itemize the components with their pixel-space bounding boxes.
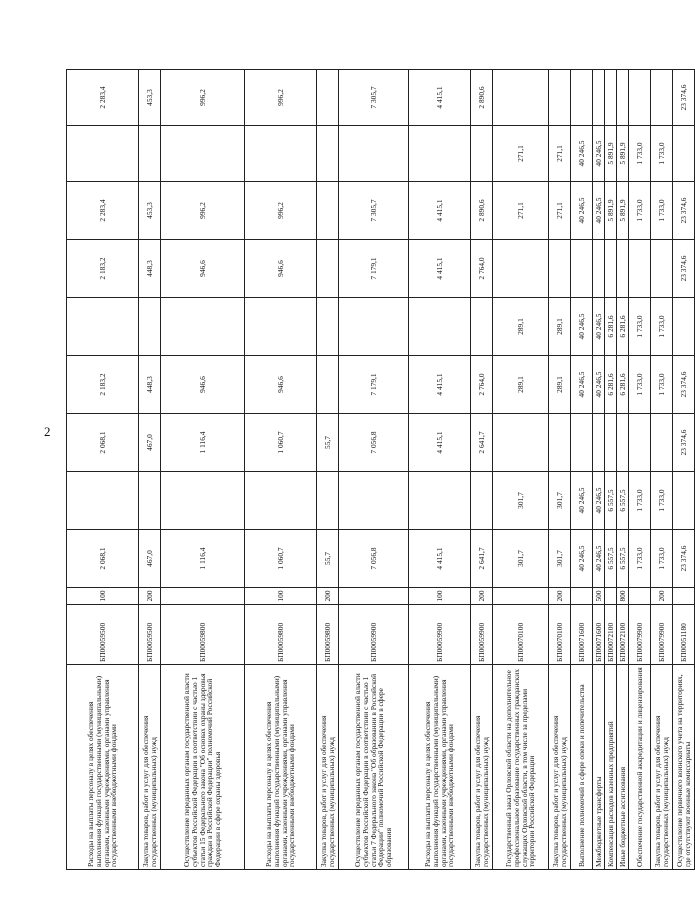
row-value-cell	[245, 298, 317, 356]
row-value-cell: 1 733,0	[651, 472, 673, 530]
row-value-cell	[549, 70, 571, 126]
row-code-cell: БП00071600	[593, 605, 605, 665]
row-value-cell: 301,7	[493, 530, 549, 588]
row-value-cell: 2 890,6	[471, 70, 493, 126]
row-value-cell: 7 179,1	[339, 356, 409, 414]
row-value-cell: 1 733,0	[651, 530, 673, 588]
row-value-cell: 23 374,6	[673, 530, 695, 588]
row-vr-cell	[571, 588, 593, 605]
row-vr-cell: 200	[317, 588, 339, 605]
row-name-cell: Расходы на выплаты персоналу в целях обеспечения выполнения функций государственными (муниципальными) органами, казенными учреждениями, органами управления государственными внебюджетными фондами	[245, 665, 317, 870]
table-row	[617, 70, 629, 870]
row-value-cell: 7 305,7	[339, 182, 409, 240]
row-value-cell: 23 374,6	[673, 240, 695, 298]
row-value-cell: 1 733,0	[629, 356, 651, 414]
row-name-cell: Закупка товаров, работ и услуг для обеспечения государственных (муниципальных) нужд	[549, 665, 571, 870]
row-code-cell: БП00072100	[605, 605, 617, 665]
row-value-cell: 40 246,5	[593, 356, 605, 414]
row-value-cell	[571, 70, 593, 126]
row-name-cell: Иные бюджетные ассигнования	[617, 665, 629, 870]
row-value-cell	[673, 298, 695, 356]
row-value-cell	[571, 414, 593, 472]
row-value-cell	[629, 70, 651, 126]
row-value-cell: 55,7	[317, 530, 339, 588]
row-value-cell: 4 415,1	[409, 240, 471, 298]
row-name-cell: Государственный заказ Орловской области на дополнительное профессиональное образование государственных гражданских служащих Орловской области, в том числе за пределами территории Российской Федерации	[493, 665, 549, 870]
row-value-cell	[617, 414, 629, 472]
row-value-cell: 4 415,1	[409, 530, 471, 588]
row-value-cell	[605, 70, 617, 126]
row-value-cell	[409, 126, 471, 182]
row-vr-cell: 100	[245, 588, 317, 605]
row-value-cell: 271,1	[493, 182, 549, 240]
row-value-cell: 2 283,4	[67, 70, 139, 126]
row-code-cell: БП00071600	[571, 605, 593, 665]
row-value-cell	[571, 240, 593, 298]
row-value-cell: 1 733,0	[629, 126, 651, 182]
row-value-cell: 6 557,5	[605, 472, 617, 530]
row-value-cell: 2 183,2	[67, 240, 139, 298]
row-value-cell	[605, 240, 617, 298]
row-value-cell	[317, 356, 339, 414]
row-value-cell: 2 641,7	[471, 414, 493, 472]
row-value-cell	[67, 472, 139, 530]
row-value-cell: 55,7	[317, 414, 339, 472]
row-code-cell: БП00059900	[471, 605, 493, 665]
row-value-cell	[139, 126, 161, 182]
row-value-cell: 1 733,0	[629, 472, 651, 530]
row-value-cell: 301,7	[549, 472, 571, 530]
row-name-cell: Расходы на выплаты персоналу в целях обеспечения выполнения функций государственными (муниципальными) органами, казенными учреждениями, органами управления государственными внебюджетными фондами	[67, 665, 139, 870]
row-value-cell: 1 116,4	[161, 414, 245, 472]
row-value-cell	[317, 472, 339, 530]
row-value-cell: 2 764,0	[471, 240, 493, 298]
row-code-cell: БП00059900	[339, 605, 409, 665]
table-row	[245, 70, 317, 870]
row-value-cell	[317, 182, 339, 240]
row-value-cell: 40 246,5	[571, 298, 593, 356]
row-value-cell: 40 246,5	[571, 530, 593, 588]
row-name-cell: Закупка товаров, работ и услуг для обеспечения государственных (муниципальных) нужд	[317, 665, 339, 870]
row-value-cell: 1 733,0	[629, 298, 651, 356]
row-value-cell: 40 246,5	[593, 182, 605, 240]
table-row	[571, 70, 593, 870]
row-vr-cell: 200	[651, 588, 673, 605]
table-row	[67, 70, 139, 870]
row-value-cell: 7 179,1	[339, 240, 409, 298]
page-number: 2	[44, 424, 51, 439]
budget-table	[66, 69, 695, 870]
row-value-cell	[651, 240, 673, 298]
table-row	[139, 70, 161, 870]
row-value-cell	[629, 240, 651, 298]
table-row	[673, 70, 695, 870]
row-value-cell: 1 060,7	[245, 414, 317, 472]
row-value-cell: 40 246,5	[593, 298, 605, 356]
row-vr-cell	[629, 588, 651, 605]
row-value-cell	[471, 126, 493, 182]
table-row	[409, 70, 471, 870]
row-value-cell: 996,2	[161, 70, 245, 126]
row-value-cell: 996,2	[161, 182, 245, 240]
table-row	[629, 70, 651, 870]
row-vr-cell	[605, 588, 617, 605]
row-value-cell	[549, 240, 571, 298]
row-value-cell: 453,3	[139, 182, 161, 240]
row-value-cell: 448,3	[139, 240, 161, 298]
row-value-cell	[139, 298, 161, 356]
row-value-cell	[317, 240, 339, 298]
row-code-cell: БП00072100	[617, 605, 629, 665]
row-value-cell: 40 246,5	[571, 126, 593, 182]
row-name-cell: Осуществление переданных органам государственной власти субъектов Российской Федерации в соответствии с частью 1 статьи 7 Федерального закона "Об образовании в Российской Федерации" полномочий Российской Федерации в сфере образования	[339, 665, 409, 870]
row-value-cell: 7 305,7	[339, 70, 409, 126]
row-value-cell	[339, 298, 409, 356]
row-name-cell: Закупка товаров, работ и услуг для обеспечения государственных (муниципальных) нужд	[651, 665, 673, 870]
row-name-cell: Осуществление первичного воинского учета на территориях, где отсутствуют военные комиссариаты	[673, 665, 695, 870]
row-value-cell: 23 374,6	[673, 414, 695, 472]
row-value-cell: 23 374,6	[673, 70, 695, 126]
row-value-cell: 453,3	[139, 70, 161, 126]
row-value-cell: 946,6	[161, 240, 245, 298]
row-name-cell: Расходы на выплаты персоналу в целях обеспечения выполнения функций государственными (муниципальными) органами, казенными учреждениями, органами управления государственными внебюджетными фондами	[409, 665, 471, 870]
row-value-cell	[493, 240, 549, 298]
row-name-cell: Компенсация расходов казенных предприятий	[605, 665, 617, 870]
row-value-cell: 946,6	[245, 240, 317, 298]
row-value-cell: 6 557,5	[617, 530, 629, 588]
row-value-cell	[317, 298, 339, 356]
row-vr-cell	[339, 588, 409, 605]
row-value-cell: 5 891,9	[617, 126, 629, 182]
row-value-cell: 2 283,4	[67, 182, 139, 240]
row-code-cell: БП00070100	[549, 605, 571, 665]
row-name-cell: Осуществление переданных органам государственной власти субъектов Российской Федерации в соответствии с частью 1 статьи 15 Федерального закона "Об основах охраны здоровья граждан в Российской Федерации" полномочий Российской Федерации в сфере охраны здоровья	[161, 665, 245, 870]
row-value-cell	[245, 472, 317, 530]
row-value-cell	[629, 414, 651, 472]
row-value-cell: 6 281,6	[617, 298, 629, 356]
row-vr-cell: 200	[139, 588, 161, 605]
row-vr-cell	[161, 588, 245, 605]
row-code-cell: БП00059900	[409, 605, 471, 665]
row-value-cell: 448,3	[139, 356, 161, 414]
row-value-cell: 2 068,1	[67, 414, 139, 472]
table-row	[471, 70, 493, 870]
row-value-cell	[593, 70, 605, 126]
row-code-cell: БП00079900	[651, 605, 673, 665]
row-value-cell: 996,2	[245, 182, 317, 240]
row-value-cell: 1 060,7	[245, 530, 317, 588]
row-value-cell: 2 641,7	[471, 530, 493, 588]
row-value-cell: 996,2	[245, 70, 317, 126]
row-code-cell: БП00079900	[629, 605, 651, 665]
row-name-cell: Выполнение полномочий в сфере опеки и попечительства	[571, 665, 593, 870]
rotated-table-container	[66, 70, 692, 870]
table-row	[651, 70, 673, 870]
row-vr-cell: 200	[471, 588, 493, 605]
row-vr-cell: 800	[617, 588, 629, 605]
row-value-cell: 40 246,5	[571, 182, 593, 240]
row-value-cell: 289,1	[493, 298, 549, 356]
row-value-cell: 4 415,1	[409, 182, 471, 240]
row-value-cell: 5 891,9	[605, 126, 617, 182]
row-value-cell	[593, 414, 605, 472]
row-value-cell	[549, 414, 571, 472]
table-row	[493, 70, 549, 870]
row-value-cell	[339, 472, 409, 530]
row-value-cell: 289,1	[549, 298, 571, 356]
table-row	[549, 70, 571, 870]
row-value-cell	[409, 472, 471, 530]
row-value-cell	[471, 298, 493, 356]
row-value-cell: 301,7	[493, 472, 549, 530]
row-vr-cell: 100	[409, 588, 471, 605]
row-value-cell: 2 068,1	[67, 530, 139, 588]
row-value-cell	[471, 472, 493, 530]
row-value-cell: 467,0	[139, 530, 161, 588]
row-value-cell: 1 116,4	[161, 530, 245, 588]
row-value-cell: 301,7	[549, 530, 571, 588]
row-value-cell: 6 281,6	[605, 298, 617, 356]
table-row	[161, 70, 245, 870]
row-name-cell: Межбюджетные трансферты	[593, 665, 605, 870]
row-value-cell	[593, 240, 605, 298]
row-vr-cell	[673, 588, 695, 605]
row-value-cell: 6 557,5	[617, 472, 629, 530]
row-value-cell: 2 764,0	[471, 356, 493, 414]
row-vr-cell: 200	[549, 588, 571, 605]
row-name-cell: Закупка товаров, работ и услуг для обеспечения государственных (муниципальных) нужд	[139, 665, 161, 870]
row-value-cell: 6 281,6	[617, 356, 629, 414]
row-value-cell: 40 246,5	[571, 356, 593, 414]
row-vr-cell: 500	[593, 588, 605, 605]
row-value-cell	[493, 70, 549, 126]
row-code-cell: БП00059500	[67, 605, 139, 665]
row-value-cell	[317, 126, 339, 182]
row-value-cell: 2 890,6	[471, 182, 493, 240]
row-value-cell: 6 281,6	[605, 356, 617, 414]
row-code-cell: БП00059500	[139, 605, 161, 665]
row-value-cell	[161, 126, 245, 182]
row-value-cell: 40 246,5	[571, 472, 593, 530]
row-value-cell	[67, 126, 139, 182]
row-value-cell: 7 056,8	[339, 414, 409, 472]
row-value-cell	[161, 298, 245, 356]
row-code-cell: БП00051180	[673, 605, 695, 665]
row-value-cell	[139, 472, 161, 530]
row-value-cell: 946,6	[161, 356, 245, 414]
row-value-cell: 6 557,5	[605, 530, 617, 588]
row-value-cell: 7 056,8	[339, 530, 409, 588]
row-value-cell: 4 415,1	[409, 414, 471, 472]
row-value-cell: 289,1	[493, 356, 549, 414]
row-value-cell	[651, 70, 673, 126]
row-code-cell: БП00059800	[317, 605, 339, 665]
row-code-cell: БП00070100	[493, 605, 549, 665]
row-vr-cell	[493, 588, 549, 605]
row-value-cell	[339, 126, 409, 182]
row-vr-cell: 100	[67, 588, 139, 605]
row-code-cell: БП00059800	[245, 605, 317, 665]
row-value-cell: 2 183,2	[67, 356, 139, 414]
row-value-cell	[245, 126, 317, 182]
row-value-cell: 40 246,5	[593, 472, 605, 530]
row-value-cell: 271,1	[493, 126, 549, 182]
row-value-cell: 40 246,5	[593, 126, 605, 182]
row-value-cell: 23 374,6	[673, 182, 695, 240]
row-value-cell	[673, 472, 695, 530]
row-value-cell: 467,0	[139, 414, 161, 472]
row-value-cell: 946,6	[245, 356, 317, 414]
row-value-cell	[493, 414, 549, 472]
table-body	[67, 70, 695, 870]
row-value-cell: 4 415,1	[409, 356, 471, 414]
row-value-cell: 1 733,0	[629, 530, 651, 588]
row-value-cell	[161, 472, 245, 530]
row-value-cell	[651, 414, 673, 472]
row-value-cell: 271,1	[549, 126, 571, 182]
row-value-cell	[617, 240, 629, 298]
row-value-cell: 5 891,9	[605, 182, 617, 240]
row-value-cell: 4 415,1	[409, 70, 471, 126]
row-value-cell	[605, 414, 617, 472]
row-name-cell: Закупка товаров, работ и услуг для обеспечения государственных (муниципальных) нужд	[471, 665, 493, 870]
row-value-cell: 1 733,0	[651, 298, 673, 356]
row-value-cell	[67, 298, 139, 356]
table-row	[317, 70, 339, 870]
row-value-cell: 271,1	[549, 182, 571, 240]
row-value-cell	[673, 126, 695, 182]
row-value-cell: 1 733,0	[629, 182, 651, 240]
row-value-cell: 40 246,5	[593, 530, 605, 588]
table-row	[593, 70, 605, 870]
row-value-cell: 289,1	[549, 356, 571, 414]
row-value-cell: 1 733,0	[651, 126, 673, 182]
row-value-cell	[617, 70, 629, 126]
table-row	[339, 70, 409, 870]
row-value-cell: 5 891,9	[617, 182, 629, 240]
row-value-cell: 1 733,0	[651, 356, 673, 414]
row-code-cell: БП00059800	[161, 605, 245, 665]
row-value-cell	[317, 70, 339, 126]
row-name-cell: Обеспечение государственной аккредитации и лицензирования	[629, 665, 651, 870]
row-value-cell	[409, 298, 471, 356]
row-value-cell: 23 374,6	[673, 356, 695, 414]
row-value-cell: 1 733,0	[651, 182, 673, 240]
table-row	[605, 70, 617, 870]
